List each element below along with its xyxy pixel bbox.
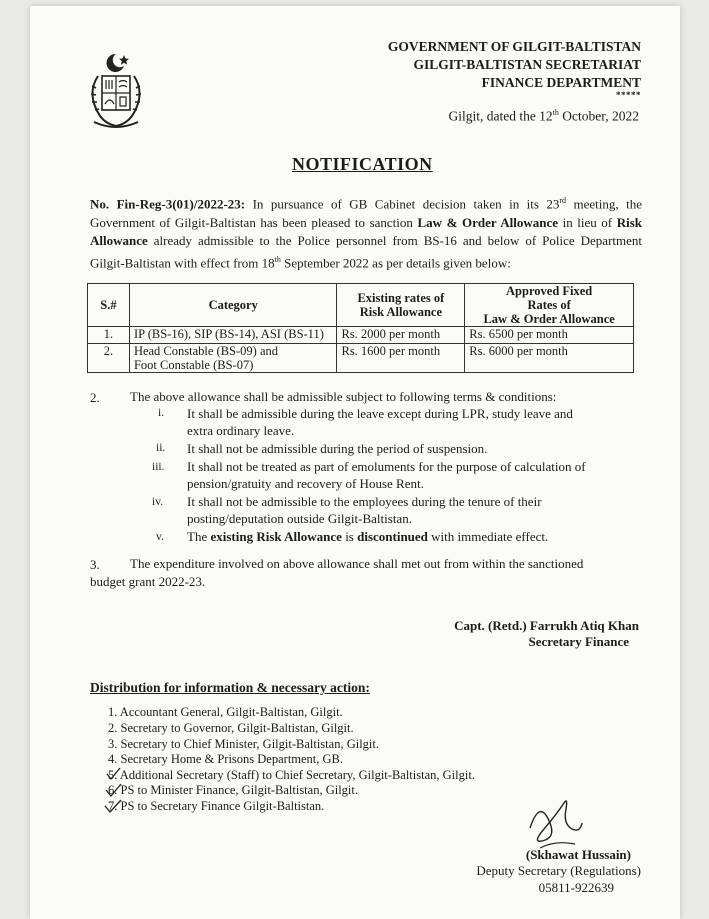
list-item: 1. Accountant General, Gilgit-Baltistan, Gilgit.	[108, 705, 343, 719]
condition-number: iv.	[152, 496, 164, 508]
para3-number: 3.	[90, 557, 100, 572]
list-item: 2. Secretary to Governor, Gilgit-Baltistan, Gilgit.	[108, 721, 354, 735]
condition-number: v.	[156, 531, 164, 543]
condition-3-line2: pension/gratuity and recovery of House Rent.	[187, 476, 424, 491]
page-title: NOTIFICATION	[292, 154, 433, 174]
cell-category: IP (BS-16), SIP (BS-14), ASI (BS-11)	[129, 327, 337, 344]
table-row	[88, 327, 634, 344]
distribution-heading: Distribution for information & necessary action:	[90, 680, 370, 695]
list-item: 5. Additional Secretary (Staff) to Chief Secretary, Gilgit-Baltistan, Gilgit.	[108, 768, 475, 782]
condition-4-line2: posting/deputation outside Gilgit-Baltistan.	[187, 511, 412, 526]
condition-number: iii.	[152, 461, 165, 473]
condition-4-line1: It shall not be admissible to the employees during the tenure of their	[187, 494, 542, 509]
cell-existing: Rs. 1600 per month	[337, 344, 465, 373]
list-item: 7. PS to Secretary Finance Gilgit-Baltistan.	[108, 799, 325, 813]
rates-table	[87, 283, 634, 373]
cell-category: Head Constable (BS-09) and Foot Constable (BS-07)	[129, 344, 337, 373]
cell-existing: Rs. 2000 per month	[337, 327, 465, 344]
table-header-row	[88, 284, 634, 327]
list-item: 3. Secretary to Chief Minister, Gilgit-Baltistan, Gilgit.	[108, 737, 379, 751]
condition-1-line2: extra ordinary leave.	[187, 423, 295, 438]
header-government: GOVERNMENT OF GILGIT-BALTISTAN	[387, 39, 641, 54]
intro-paragraph: No. Fin-Reg-3(01)/2022-23: In pursuance of GB Cabinet decision taken in its 23rd meeting, the Government of Gilgit-Baltistan has been pleased to sanction Law & Order Allowance in lieu of Risk Allowance already admissible to the Police personnel from BS-16 and below of Police Department Gilgit-Baltistan with effect from 18th September 2022 as per details given below:	[90, 196, 642, 271]
handwritten-tick-icon	[104, 766, 124, 816]
para2-number: 2.	[90, 390, 100, 405]
cell-approved: Rs. 6500 per month	[465, 327, 634, 344]
phone-number: 05811-922639	[538, 880, 614, 895]
condition-1-line1: It shall be admissible during the leave except during LPR, study leave and	[187, 406, 573, 421]
col-header-category: Category	[129, 284, 337, 327]
para2-text: The above allowance shall be admissible subject to following terms & conditions:	[130, 389, 557, 404]
para3-line2: budget grant 2022-23.	[90, 574, 206, 589]
cell-approved: Rs. 6000 per month	[465, 344, 634, 373]
header-department: FINANCE DEPARTMENT	[481, 75, 641, 90]
deputy-secretary-title: Deputy Secretary (Regulations)	[476, 863, 641, 878]
signatory-name: Capt. (Retd.) Farrukh Atiq Khan	[454, 618, 639, 633]
table-row	[88, 344, 634, 373]
condition-2-line1: It shall not be admissible during the period of suspension.	[187, 441, 488, 456]
list-item: 4. Secretary Home & Prisons Department, GB.	[108, 752, 344, 766]
col-header-existing: Existing rates of Risk Allowance	[337, 284, 465, 327]
header-stars: *****	[616, 90, 641, 100]
condition-number: i.	[158, 407, 165, 419]
cell-sn: 1.	[88, 327, 130, 344]
list-item: 6. PS to Minister Finance, Gilgit-Baltistan, Gilgit.	[108, 783, 358, 797]
para3-line1: The expenditure involved on above allowance shall met out from within the sanctioned	[130, 556, 584, 571]
cell-sn: 2.	[88, 344, 130, 373]
condition-number: ii.	[156, 442, 166, 454]
col-header-approved: Approved Fixed Rates of Law & Order Allowance	[465, 284, 634, 327]
signatory-title: Secretary Finance	[528, 634, 629, 649]
condition-3-line1: It shall not be treated as part of emoluments for the purpose of calculation of	[187, 459, 586, 474]
condition-5-line: The existing Risk Allowance is discontinued with immediate effect.	[187, 529, 549, 544]
deputy-secretary-name: (Skhawat Hussain)	[525, 847, 631, 862]
notification-date: Gilgit, dated the 12th October, 2022	[448, 108, 639, 124]
government-emblem-icon	[80, 52, 152, 132]
col-header-sn: S.#	[88, 284, 130, 327]
header-secretariat: GILGIT-BALTISTAN SECRETARIAT	[413, 57, 641, 72]
